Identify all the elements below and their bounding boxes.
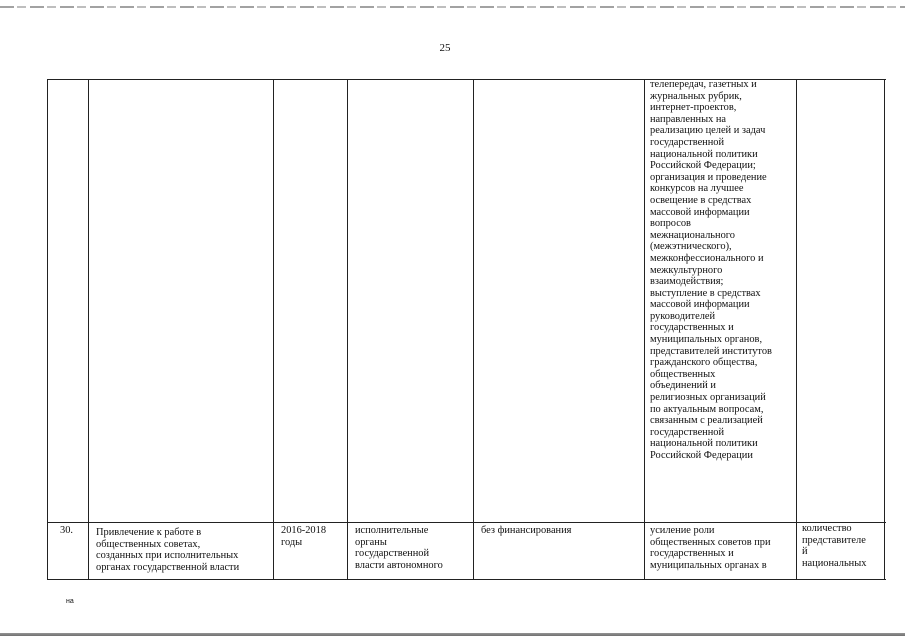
text-line: общественных [650, 368, 716, 380]
text-line: муниципальных органах в [650, 559, 767, 571]
text-line: интернет-проектов, [650, 102, 737, 114]
scan-artifact-top [0, 6, 905, 8]
text-line: власти автономного [355, 559, 443, 571]
text-line: представителе [802, 534, 866, 546]
text-line: исполнительные [355, 525, 429, 536]
text-line: общественных советах, [96, 538, 201, 550]
text-line: 2016-2018 [281, 525, 327, 536]
text-line: журнальных рубрик, [650, 90, 742, 102]
footer-mark: на [66, 598, 74, 605]
text-line: религиозных организаций [650, 392, 766, 404]
text-line: связанным с реализацией [650, 415, 763, 427]
cell-financing: без финансирования [481, 525, 572, 536]
table-border [644, 79, 645, 579]
text-line: й [802, 546, 808, 558]
text-line: муниципальных органов, [650, 334, 763, 346]
text-line: конкурсов на лучшее [650, 183, 744, 195]
text-line: объединений и [650, 380, 716, 392]
text-line: руководителей [650, 310, 716, 322]
cell-effect [650, 525, 771, 571]
text-line: массовой информации [650, 206, 750, 218]
text-line: органах государственной власти [96, 561, 240, 573]
text-line: телепередач, газетных и [650, 79, 757, 90]
text-line: национальной политики [650, 438, 758, 450]
text-line: межнационального [650, 229, 735, 241]
text-line: государственной [650, 136, 725, 148]
text-line: (межэтнического), [650, 241, 732, 253]
table-border [273, 79, 274, 579]
text-line: национальных [802, 557, 867, 569]
text-line: созданных при исполнительных [96, 550, 239, 562]
text-line: реализацию целей и задач [650, 125, 766, 137]
cell-executors [355, 525, 443, 571]
text-line: вопросов [650, 218, 691, 230]
text-line: Российской Федерации [650, 450, 753, 461]
text-line: усиление роли [650, 525, 715, 536]
page-number: 25 [439, 42, 451, 54]
table-border [796, 79, 797, 579]
cell-effect-continued [650, 79, 772, 462]
cell-row-number: 30. [60, 525, 73, 536]
text-line: представителей институтов [650, 345, 772, 357]
text-line: массовой информации [650, 299, 750, 311]
cell-period [281, 525, 326, 548]
table-border [473, 79, 474, 579]
text-line: годы [281, 536, 303, 548]
text-line: Привлечение к работе в [96, 527, 202, 538]
text-line: национальной политики [650, 148, 758, 160]
text-line: взаимодействия; [650, 276, 724, 288]
text-line: государственной [355, 548, 430, 560]
text-line: освещение в средствах [650, 194, 752, 206]
text-line: гражданского общества, [650, 357, 758, 369]
table-border [47, 522, 886, 523]
cell-activity [96, 527, 239, 573]
text-line: количество [802, 523, 852, 534]
table-border [88, 79, 89, 579]
table-border [47, 79, 48, 579]
text-line: межкультурного [650, 264, 723, 276]
text-line: государственных и [650, 322, 734, 334]
text-line: государственной [650, 426, 725, 438]
text-line: общественных советов при [650, 536, 771, 548]
text-line: организация и проведение [650, 171, 767, 183]
text-line: государственных и [650, 548, 734, 560]
table-border [47, 579, 886, 580]
table-border [884, 79, 885, 579]
text-line: органы [355, 536, 387, 548]
cell-indicator [802, 523, 866, 569]
scan-artifact-bottom [0, 633, 905, 636]
text-line: по актуальным вопросам, [650, 403, 764, 415]
text-line: направленных на [650, 113, 727, 125]
text-line: Российской Федерации; [650, 160, 756, 172]
text-line: межконфессионального и [650, 252, 764, 264]
text-line: выступление в средствах [650, 287, 761, 299]
table-border [347, 79, 348, 579]
